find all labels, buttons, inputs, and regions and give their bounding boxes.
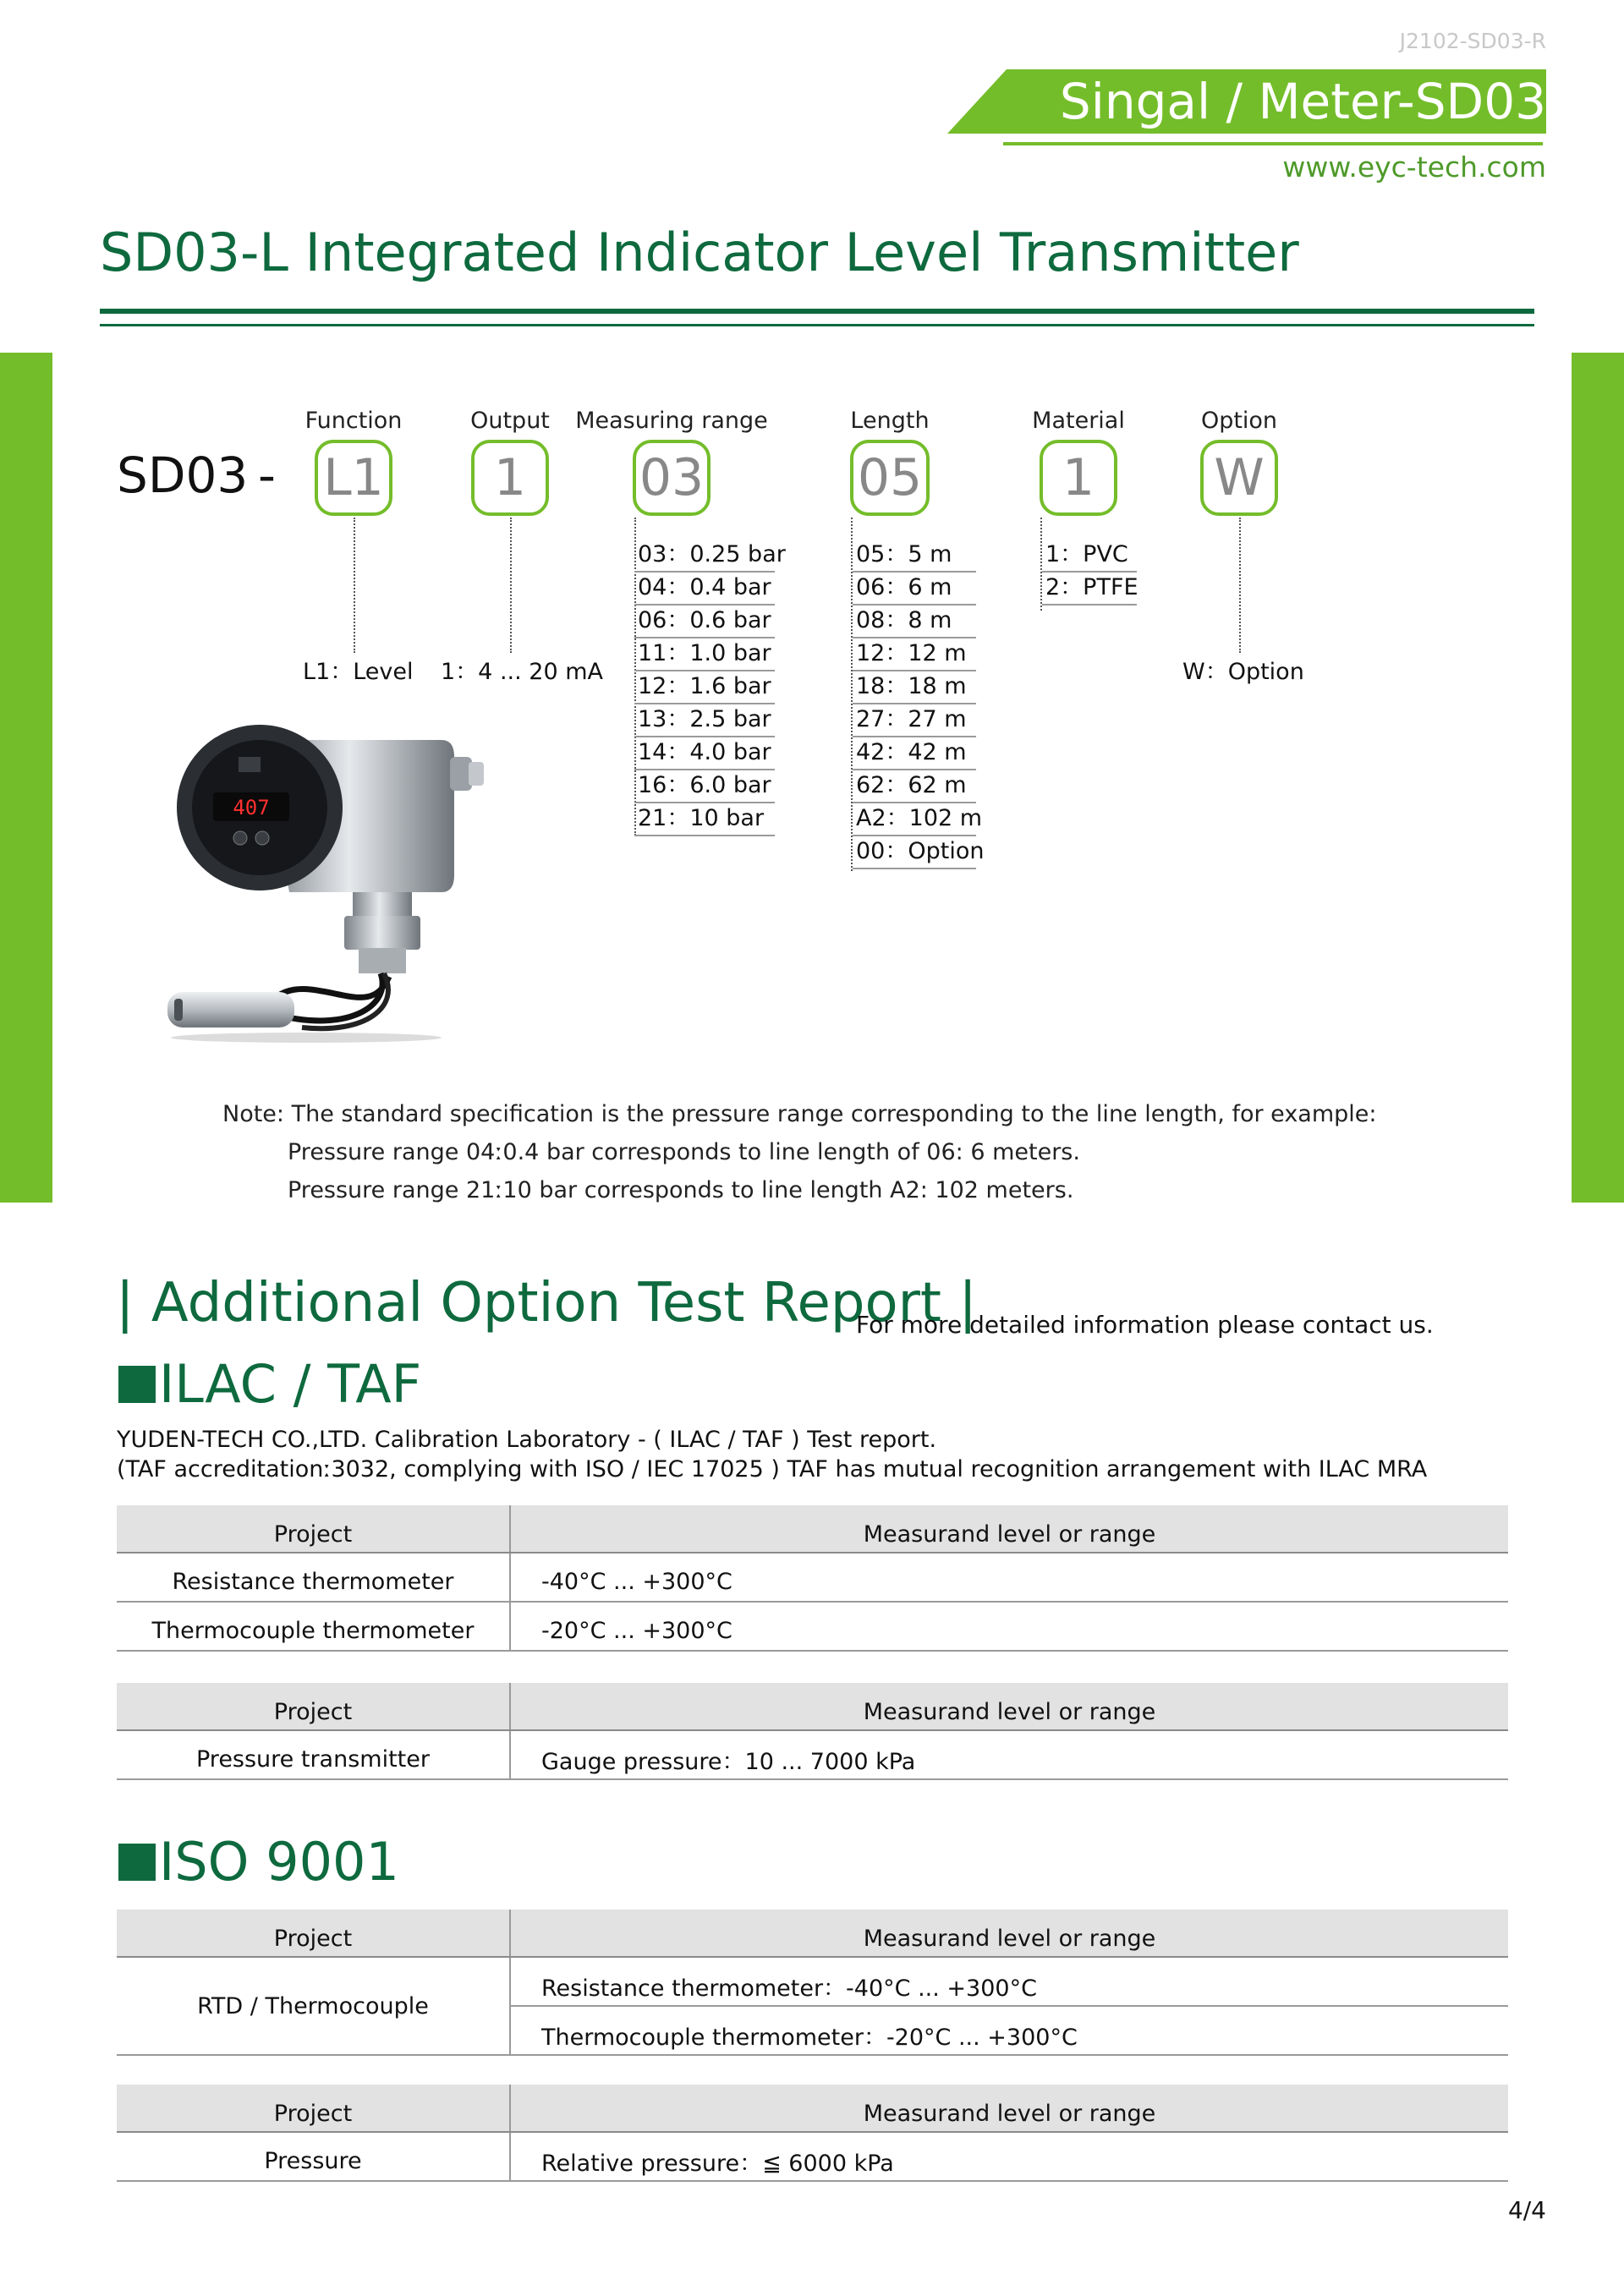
measuring-range-code-box: 03 <box>633 440 710 516</box>
measurand-cell: Gauge pressure：10 ... 7000 kPa <box>510 1730 1508 1779</box>
note-line-2: Pressure range 04ː0.4 bar corresponds to line length of 06: 6 meters. <box>288 1139 1080 1165</box>
length-code-box: 05 <box>850 440 930 516</box>
banner-underline <box>1003 142 1543 145</box>
list-item: 18：18 m <box>853 671 976 704</box>
measurand-cell: Thermocouple thermometer：-20°C ... +300°C <box>510 2006 1508 2055</box>
list-item: 27：27 m <box>853 704 976 737</box>
iso-heading-text: ISO 9001 <box>159 1831 399 1893</box>
table-header-row <box>117 1683 1508 1730</box>
output-header: Output <box>470 408 550 434</box>
list-item: 42：42 m <box>853 737 976 770</box>
output-connector <box>510 518 512 653</box>
option-code-box: W <box>1200 440 1278 516</box>
list-item: 21：10 bar <box>634 803 775 836</box>
list-item: 1：PVC <box>1042 540 1137 573</box>
length-header: Length <box>850 408 930 434</box>
measurand-cell: -40°C ... +300°C <box>510 1553 1508 1602</box>
list-item: 00：Option <box>853 836 976 869</box>
measurand-cell: Resistance thermometer：-40°C ... +300°C <box>510 1957 1508 2006</box>
table-header-row <box>117 1910 1508 1957</box>
left-side-bar <box>0 353 52 1203</box>
measurand-column-header: Measurand level or range <box>510 1910 1508 1957</box>
table-row <box>117 2132 1508 2181</box>
measurand-column-header: Measurand level or range <box>510 2085 1508 2132</box>
table-header-row <box>117 1505 1508 1553</box>
material-code-box: 1 <box>1040 440 1117 516</box>
table-row <box>117 1957 1508 2006</box>
model-dash: - <box>258 447 276 504</box>
level-transmitter-illustration <box>162 723 535 1044</box>
page-number: 4/4 <box>1507 2196 1546 2224</box>
note-line-1: Note: The standard specification is the pressure range corresponding to the line length, for example: <box>222 1101 1377 1127</box>
list-item: A2：102 m <box>853 803 976 836</box>
list-item: 14：4.0 bar <box>634 737 775 770</box>
length-list <box>853 540 985 869</box>
function-header: Function <box>304 408 403 434</box>
website-url: www.eyc-tech.com <box>1282 151 1546 184</box>
ilac-description-2: (TAF accreditationː3032, complying with ISO / IEC 17025 ) TAF has mutual recognition arrangement with ILAC MRA <box>117 1456 1428 1482</box>
list-item: 06：0.6 bar <box>634 606 775 638</box>
material-list <box>1042 540 1137 606</box>
list-item: 12：12 m <box>853 638 976 671</box>
title-rule-thin <box>100 324 1534 326</box>
report-section-subtitle: For more detailed information please contact us. <box>856 1311 1434 1339</box>
model-code: SD03 <box>117 447 249 504</box>
list-item: 16：6.0 bar <box>634 770 775 803</box>
project-column-header: Project <box>117 1910 510 1957</box>
document-id: J2102-SD03-R <box>1399 29 1546 53</box>
material-header: Material <box>1032 408 1125 434</box>
measurand-column-header: Measurand level or range <box>510 1505 1508 1553</box>
page-title: SD03-L Integrated Indicator Level Transmitter <box>100 222 1299 283</box>
measurand-cell: Relative pressure：≦ 6000 kPa <box>510 2132 1508 2181</box>
iso-table-2 <box>117 2085 1508 2182</box>
iso-heading <box>118 1831 399 1893</box>
project-cell: Pressure transmitter <box>117 1730 510 1779</box>
table-row <box>117 1730 1508 1779</box>
square-bullet-icon <box>118 1844 156 1881</box>
function-connector <box>354 518 355 653</box>
project-column-header: Project <box>117 1505 510 1553</box>
project-cell: Thermocouple thermometer <box>117 1602 510 1651</box>
list-item: 11：1.0 bar <box>634 638 775 671</box>
ilac-description-1: YUDEN-TECH CO.,LTD. Calibration Laboratory - ( ILAC / TAF ) Test report. <box>117 1427 937 1453</box>
list-item: 13：2.5 bar <box>634 704 775 737</box>
project-cell: Pressure <box>117 2132 510 2181</box>
list-item: 05：5 m <box>853 540 976 573</box>
ilac-heading <box>118 1353 421 1415</box>
banner-title: Singal / Meter-SD03 <box>1059 73 1546 130</box>
note-line-3: Pressure range 21ː10 bar corresponds to line length A2: 102 meters. <box>288 1177 1074 1203</box>
iso-table-1 <box>117 1910 1508 2056</box>
measurand-cell: -20°C ... +300°C <box>510 1602 1508 1651</box>
ilac-table-2 <box>117 1683 1508 1780</box>
list-item: 04：0.4 bar <box>634 573 775 606</box>
report-section-title: | Additional Option Test Report | <box>116 1272 977 1334</box>
measuring-range-list <box>634 540 786 836</box>
option-connector <box>1239 518 1241 653</box>
project-cell: RTD / Thermocouple <box>117 1957 510 2055</box>
table-header-row <box>117 2085 1508 2132</box>
option-header: Option <box>1200 408 1278 434</box>
output-code-box: 1 <box>471 440 549 516</box>
list-item: 03：0.25 bar <box>634 540 775 573</box>
ilac-table-1 <box>117 1505 1508 1652</box>
display-readout: 407 <box>233 796 270 819</box>
list-item: 2：PTFE <box>1042 573 1137 606</box>
option-label: W：Option <box>1182 659 1304 685</box>
list-item: 08：8 m <box>853 606 976 638</box>
output-label: 1：4 ... 20 mA <box>441 659 603 685</box>
function-label: L1：Level <box>303 659 414 685</box>
measuring-range-header: Measuring range <box>575 408 768 434</box>
function-code-box: L1 <box>315 440 392 516</box>
table-row <box>117 1553 1508 1602</box>
square-bullet-icon <box>118 1366 156 1403</box>
project-cell: Resistance thermometer <box>117 1553 510 1602</box>
list-item: 62：62 m <box>853 770 976 803</box>
list-item: 06：6 m <box>853 573 976 606</box>
right-side-bar <box>1572 353 1624 1203</box>
measurand-column-header: Measurand level or range <box>510 1683 1508 1730</box>
table-row <box>117 1602 1508 1651</box>
ilac-heading-text: ILAC / TAF <box>159 1353 422 1415</box>
project-column-header: Project <box>117 1683 510 1730</box>
list-item: 12：1.6 bar <box>634 671 775 704</box>
project-column-header: Project <box>117 2085 510 2132</box>
title-rule-thick <box>100 309 1534 314</box>
